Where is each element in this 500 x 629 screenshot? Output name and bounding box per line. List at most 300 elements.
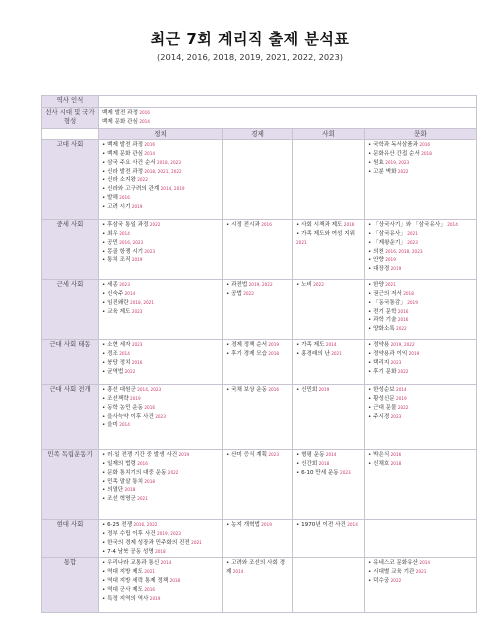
- list-item: [296, 350, 361, 359]
- item-text: • 붕당 정치: [102, 359, 131, 366]
- item-list: [102, 221, 219, 266]
- list-item: [226, 281, 289, 290]
- item-list: [296, 341, 361, 359]
- item-text: • 공법: [226, 290, 242, 297]
- item-year: 2018, 2023: [155, 159, 181, 165]
- item-year: 2016: [143, 587, 156, 593]
- column-header: 문화: [365, 128, 477, 139]
- item-text: • 한양: [368, 281, 384, 288]
- item-year: 2023: [338, 469, 351, 475]
- table-cell: [99, 219, 223, 279]
- row-label: 역사 인식: [42, 96, 99, 108]
- item-text: • 신채호: [368, 460, 390, 467]
- item-text: • 홍경래의 난: [296, 350, 330, 357]
- item-year: 2022: [135, 177, 148, 183]
- item-year: 2014: [117, 422, 130, 428]
- list-item: [102, 404, 219, 413]
- table-row: [42, 519, 477, 558]
- item-year: 2022: [123, 368, 136, 374]
- list-item: [102, 203, 219, 212]
- item-year: 2021: [405, 230, 418, 236]
- item-year: 2023: [117, 281, 130, 287]
- list-item: [102, 290, 219, 299]
- item-text: • 공민: [102, 239, 118, 246]
- item-text: • 신민회: [296, 386, 318, 393]
- list-item: [102, 359, 219, 368]
- item-list: [102, 141, 219, 212]
- list-item: [102, 451, 219, 460]
- list-item: [102, 350, 219, 359]
- list-item: [368, 256, 473, 265]
- item-year: 2016: [143, 404, 156, 410]
- list-item: [368, 281, 473, 290]
- list-item: [102, 548, 219, 557]
- list-item: [296, 451, 361, 460]
- list-item: [102, 248, 219, 257]
- table-cell: [99, 339, 223, 384]
- item-year: 2019: [267, 341, 280, 347]
- item-year: 2022: [311, 281, 324, 287]
- list-item: [368, 248, 473, 257]
- item-list: [226, 451, 289, 460]
- list-item: [296, 460, 361, 469]
- item-list: [368, 341, 473, 377]
- table-row: [42, 108, 477, 129]
- table-cell: [223, 279, 293, 339]
- item-text: • 의천: [368, 248, 384, 255]
- list-item: [226, 559, 289, 577]
- list-item: [368, 559, 473, 568]
- item-text: • 대장경: [368, 266, 390, 273]
- item-text: • 6·10 만세 운동: [296, 469, 339, 476]
- item-text: • 신간회: [296, 460, 318, 467]
- item-list: [368, 559, 473, 586]
- page-subtitle: (2014, 2016, 2018, 2019, 2021, 2022, 2023): [157, 52, 343, 62]
- list-item: [102, 109, 473, 118]
- item-text: • 1970년 이전 사건: [296, 521, 346, 528]
- item-year: 2018, 2021: [128, 299, 155, 305]
- list-item: [368, 150, 473, 159]
- item-year: 2018: [317, 460, 330, 466]
- list-item: [102, 386, 219, 395]
- item-text: • 「상국사기」와 「삼국유사」: [368, 221, 446, 228]
- item-year: 2019, 2022: [247, 281, 273, 287]
- table-cell: [365, 219, 477, 279]
- item-text: • 「제왕운기」: [368, 239, 406, 246]
- list-item: [368, 404, 473, 413]
- item-year: 2016: [130, 359, 143, 365]
- list-item: [368, 460, 473, 469]
- item-year: 2018: [267, 350, 280, 356]
- table-cell: [223, 558, 293, 613]
- item-list: [226, 221, 289, 230]
- item-year: 2014: [418, 560, 431, 566]
- item-year: 2019: [148, 596, 161, 602]
- item-year: 2019: [259, 521, 272, 527]
- item-list: [102, 559, 219, 604]
- list-item: [102, 460, 219, 469]
- item-text: • 권근의 저서: [368, 290, 402, 297]
- item-list: [296, 281, 361, 290]
- item-year: 2019: [405, 299, 418, 305]
- item-text: • 「삼국유사」: [368, 230, 406, 237]
- item-list: [102, 386, 219, 431]
- list-item: [102, 568, 219, 577]
- list-item: [102, 495, 219, 504]
- item-text: • 고려 시기: [102, 204, 131, 211]
- item-year: 2023: [389, 359, 402, 365]
- table-cell: [293, 558, 365, 613]
- item-text: • 후삼국 통일 과정: [102, 221, 149, 228]
- item-text: • 을미: [102, 422, 118, 429]
- list-item: [226, 521, 289, 530]
- list-item: [296, 281, 361, 290]
- item-year: 2023: [143, 248, 156, 254]
- item-text: • 백제 문화 관심: [102, 150, 144, 157]
- table-cell: [365, 449, 477, 519]
- list-item: [102, 141, 219, 150]
- table-cell: [365, 519, 477, 558]
- row-label: 중세 사회: [42, 219, 99, 279]
- list-item: [102, 230, 219, 239]
- analysis-table: [41, 95, 477, 613]
- column-header: 사회: [293, 128, 365, 139]
- item-text: • 후기 경제 모습: [226, 350, 268, 357]
- list-item: [102, 221, 219, 230]
- item-year: 2019, 2023: [155, 530, 181, 536]
- item-text: • 신라와 고구려의 관계: [102, 186, 160, 193]
- table-row: [42, 384, 477, 449]
- list-item: [368, 230, 473, 239]
- item-year: 2018: [419, 150, 432, 156]
- row-label: 민족 독립운동기: [42, 449, 99, 519]
- item-year: 2014: [394, 386, 407, 392]
- item-year: 2016: [143, 141, 156, 147]
- item-year: 2019: [177, 451, 190, 457]
- item-text: • 문화 통치기의 대중 운동: [102, 469, 167, 476]
- item-text: • 정약용: [368, 341, 390, 348]
- item-text: • 박은식: [368, 451, 390, 458]
- table-cell: [99, 519, 223, 558]
- list-item: [102, 559, 219, 568]
- list-item: [102, 478, 219, 487]
- table-row: [42, 449, 477, 519]
- list-item: [296, 341, 361, 350]
- item-text: • 국학과 독서삼품과: [368, 141, 419, 148]
- item-year: 2023: [267, 451, 280, 457]
- item-list: [368, 386, 473, 422]
- item-list: [368, 221, 473, 274]
- item-text: • 고분 벽화: [368, 168, 397, 175]
- item-year: 2016: [389, 451, 402, 457]
- list-item: [102, 577, 219, 586]
- item-year: 2014: [231, 569, 244, 575]
- list-item: [368, 265, 473, 274]
- list-item: [226, 451, 289, 460]
- table-row: [42, 139, 477, 219]
- item-year: 2016: [135, 460, 148, 466]
- table-cell: [99, 384, 223, 449]
- item-year: 2014: [137, 118, 150, 124]
- item-year: 2014: [324, 451, 337, 457]
- row-label: 근대 사회 전개: [42, 384, 99, 449]
- list-item: [102, 299, 219, 308]
- page-title: 최근 7회 계리직 출제 분석표: [150, 30, 350, 48]
- item-text: • 시정 전시과: [226, 221, 260, 228]
- item-year: 2016, 2023: [117, 239, 144, 245]
- item-text: • 후기 문화: [368, 368, 397, 375]
- item-year: 2023: [130, 308, 143, 314]
- item-text: • 정부 수립 이후 사건: [102, 530, 156, 537]
- item-year: 2022: [389, 578, 402, 584]
- merged-cell: [99, 96, 477, 108]
- merged-cell: [99, 108, 477, 129]
- item-year: 2022: [394, 326, 407, 332]
- item-list: [368, 281, 473, 334]
- item-year: 2018: [389, 460, 402, 466]
- list-item: [368, 325, 473, 334]
- column-header: 정치: [99, 128, 223, 139]
- item-text: • 국채 보상 운동: [226, 386, 268, 393]
- list-item: [368, 341, 473, 350]
- list-item: [102, 539, 219, 548]
- item-text: • 가족 제도: [296, 341, 325, 348]
- item-text: 백제 문화 관심: [102, 118, 138, 125]
- list-item: [368, 221, 473, 230]
- list-item: [368, 368, 473, 377]
- item-year: 2019, 2023: [383, 159, 410, 165]
- item-list: [102, 451, 219, 504]
- list-item: [102, 256, 219, 265]
- item-year: 2014: [117, 350, 130, 356]
- list-item: [226, 290, 289, 299]
- row-label: 근대 사회 태동: [42, 339, 99, 384]
- item-text: • 시대별 교육 기관: [368, 569, 415, 576]
- list-item: [102, 595, 219, 604]
- table-row: [42, 339, 477, 384]
- list-item: [368, 395, 473, 404]
- item-year: 2021: [383, 281, 396, 287]
- item-year: 2016: [267, 386, 280, 392]
- list-item: [102, 194, 219, 203]
- list-item: [226, 341, 289, 350]
- table-cell: [293, 449, 365, 519]
- table-cell: [293, 339, 365, 384]
- item-text: • 신숙주: [102, 290, 124, 297]
- item-text: • 양화소록: [368, 326, 395, 333]
- row-label: 현대 사회: [42, 519, 99, 558]
- item-year: 2023: [389, 413, 402, 419]
- table-row: [42, 279, 477, 339]
- table-cell: [223, 384, 293, 449]
- list-item: [368, 308, 473, 317]
- item-year: 2021: [414, 569, 427, 575]
- list-item: [102, 413, 219, 422]
- table-cell: [99, 139, 223, 219]
- item-text: • 과학 기술: [368, 317, 397, 324]
- item-text: • 동학 농민 운동: [102, 404, 144, 411]
- item-text: • 조선 혁명군: [102, 496, 136, 503]
- item-year: 2018: [123, 487, 136, 493]
- item-list: [296, 386, 361, 395]
- table-cell: [293, 519, 365, 558]
- item-list: [102, 521, 219, 557]
- list-item: [368, 299, 473, 308]
- item-year: 2014: [117, 230, 130, 236]
- item-text: • 주시경: [368, 413, 390, 420]
- list-item: [102, 239, 219, 248]
- item-year: 2021: [329, 350, 342, 356]
- item-list: [368, 141, 473, 177]
- item-list: [226, 281, 289, 299]
- list-item: [102, 395, 219, 404]
- item-year: 2016: [396, 317, 409, 323]
- list-item: [226, 386, 289, 395]
- item-text: • 가족 제도와 여성 지위: [296, 230, 356, 237]
- item-text: • 근대 문물: [368, 404, 397, 411]
- table-cell: [365, 384, 477, 449]
- table-cell: [365, 339, 477, 384]
- item-text: • 고려와 조선의 사회 경제: [226, 560, 286, 576]
- table-cell: [99, 558, 223, 613]
- list-item: [368, 290, 473, 299]
- item-text: • 흥선 대원군: [102, 386, 136, 393]
- item-text: • 균역법: [102, 368, 124, 375]
- item-list: [102, 341, 219, 377]
- list-item: [102, 159, 219, 168]
- item-text: • 최우: [102, 230, 118, 237]
- item-year: 2022: [396, 404, 409, 410]
- item-year: 2014, 2019: [159, 186, 185, 192]
- item-text: • 정조: [102, 350, 118, 357]
- item-year: 2014: [159, 560, 172, 566]
- item-text: • 노비: [296, 281, 312, 288]
- list-item: [368, 350, 473, 359]
- list-item: [102, 368, 219, 377]
- item-text: • 문화유산 간접 순서: [368, 150, 420, 157]
- list-item: [368, 451, 473, 460]
- list-item: [102, 421, 219, 430]
- item-text: • 과전법: [226, 281, 248, 288]
- item-year: 2022: [396, 368, 409, 374]
- table-cell: [365, 279, 477, 339]
- item-list: [296, 221, 361, 248]
- item-year: 2023: [153, 413, 166, 419]
- row-label: 통합: [42, 558, 99, 613]
- item-year: 2014, 2023: [135, 386, 162, 392]
- item-text: • 덕수궁: [368, 578, 390, 585]
- item-list: [102, 281, 219, 317]
- list-item: [102, 586, 219, 595]
- table-cell: [223, 219, 293, 279]
- table-cell: [293, 279, 365, 339]
- item-year: 2019: [128, 395, 141, 401]
- item-year: 2018: [401, 290, 414, 296]
- item-text: • 한성순보: [368, 386, 395, 393]
- table-cell: [293, 384, 365, 449]
- item-year: 2016, 2018, 2023: [383, 248, 423, 254]
- item-year: 2016: [396, 308, 409, 314]
- item-list: [368, 451, 473, 469]
- item-text: • 역대 군사 제도: [102, 587, 144, 594]
- item-text: • 산미 증식 계획: [226, 451, 268, 458]
- table-cell: [99, 279, 223, 339]
- item-year: 2016: [418, 141, 431, 147]
- table-cell: [365, 139, 477, 219]
- item-list: [226, 559, 289, 577]
- header-spacer: [42, 128, 99, 139]
- item-year: 2021: [296, 239, 307, 245]
- item-year: 2019: [383, 257, 396, 263]
- list-item: [102, 308, 219, 317]
- list-item: [102, 281, 219, 290]
- list-item: [368, 168, 473, 177]
- table-row: [42, 558, 477, 613]
- list-item: [296, 521, 361, 530]
- item-list: [296, 521, 361, 530]
- row-label: 근세 사회: [42, 279, 99, 339]
- item-list: [226, 386, 289, 395]
- item-list: [102, 109, 473, 127]
- item-text: • 7·4 남북 공동 성명: [102, 548, 154, 555]
- item-year: 2014: [324, 341, 337, 347]
- item-text: • 세종: [102, 281, 118, 288]
- item-text: • 을사늑약 이후 사건: [102, 413, 154, 420]
- item-year: 2014: [345, 521, 358, 527]
- item-text: • 특정 지역의 역사: [102, 596, 149, 603]
- item-year: 2021: [189, 539, 202, 545]
- item-year: 2018: [168, 578, 181, 584]
- table-cell: [99, 449, 223, 519]
- list-item: [368, 577, 473, 586]
- list-item: [226, 350, 289, 359]
- item-year: 2019: [389, 266, 402, 272]
- item-text: • 6·25 전쟁: [102, 521, 133, 528]
- item-year: 2022: [148, 221, 161, 227]
- item-text: • 러·일 전쟁 기간 중 발생 사건: [102, 451, 178, 458]
- item-year: 2018: [143, 478, 156, 484]
- item-text: • 황성신문: [368, 395, 395, 402]
- list-item: [368, 141, 473, 150]
- item-text: • 원효: [368, 159, 384, 166]
- item-text: • 「동국통감」: [368, 299, 406, 306]
- item-year: 2016: [117, 195, 130, 201]
- item-text: • 일제의 법령: [102, 460, 136, 467]
- list-item: [368, 413, 473, 422]
- table-cell: [223, 339, 293, 384]
- item-text: • 전기 문학: [368, 308, 397, 315]
- item-year: 2019: [130, 204, 143, 210]
- item-year: 2014: [445, 221, 458, 227]
- list-item: [368, 386, 473, 395]
- table-cell: [223, 139, 293, 219]
- list-item: [102, 341, 219, 350]
- list-item: [102, 118, 473, 127]
- item-text: • 형평 운동: [296, 451, 325, 458]
- list-item: [368, 359, 473, 368]
- item-year: 2014: [143, 150, 156, 156]
- item-text: • 몽골 항쟁 시기: [102, 248, 144, 255]
- item-text: • 유네스코 문화유산: [368, 560, 419, 567]
- item-text: • 발해: [102, 195, 118, 202]
- item-text: • 교육 제도: [102, 308, 131, 315]
- item-year: 2022: [241, 290, 254, 296]
- item-text: 백제 발전 과정: [102, 110, 138, 116]
- item-text: • 의열단: [102, 487, 124, 494]
- item-year: 2016: [342, 221, 355, 227]
- item-year: 2014: [123, 290, 136, 296]
- list-item: [102, 176, 219, 185]
